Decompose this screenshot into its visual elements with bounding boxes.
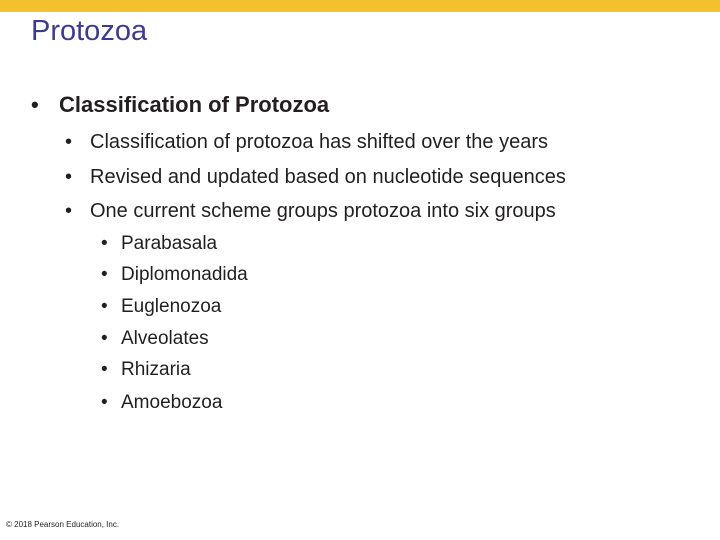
bullet-marker: •	[101, 359, 108, 380]
bullet-text: Parabasala	[121, 233, 218, 254]
bullet-text: Amoebozoa	[121, 392, 223, 413]
top-accent-bar	[0, 0, 720, 12]
bullet-text: Diplomonadida	[121, 264, 248, 285]
bullet-marker: •	[65, 166, 73, 188]
bullet-level3-item	[101, 391, 222, 415]
bullet-text: Euglenozoa	[121, 296, 222, 317]
bullet-level1	[31, 91, 329, 119]
bullet-level3-item	[101, 263, 248, 287]
bullet-level3-item	[101, 295, 221, 319]
bullet-marker: •	[101, 233, 108, 254]
bullet-text: Rhizaria	[121, 359, 191, 380]
bullet-marker: •	[101, 328, 108, 349]
bullet-text: Classification of Protozoa	[59, 92, 330, 117]
bullet-text: Alveolates	[121, 328, 209, 349]
bullet-level3-item	[101, 327, 209, 351]
bullet-level2-item	[65, 198, 556, 224]
bullet-marker: •	[65, 131, 73, 153]
bullet-level2-item	[65, 129, 548, 155]
bullet-level3-item	[101, 358, 191, 382]
slide-title: Protozoa	[31, 15, 148, 47]
copyright-footer: © 2018 Pearson Education, Inc.	[6, 520, 120, 529]
bullet-marker: •	[101, 296, 108, 317]
bullet-text: One current scheme groups protozoa into six groups	[90, 200, 556, 222]
bullet-level3-item	[101, 232, 217, 256]
bullet-marker: •	[31, 92, 39, 117]
bullet-marker: •	[101, 392, 108, 413]
bullet-marker: •	[65, 200, 73, 222]
bullet-text: Revised and updated based on nucleotide sequences	[90, 166, 566, 188]
bullet-text: Classification of protozoa has shifted over the years	[90, 131, 549, 153]
bullet-level2-item	[65, 164, 566, 190]
bullet-marker: •	[101, 264, 108, 285]
